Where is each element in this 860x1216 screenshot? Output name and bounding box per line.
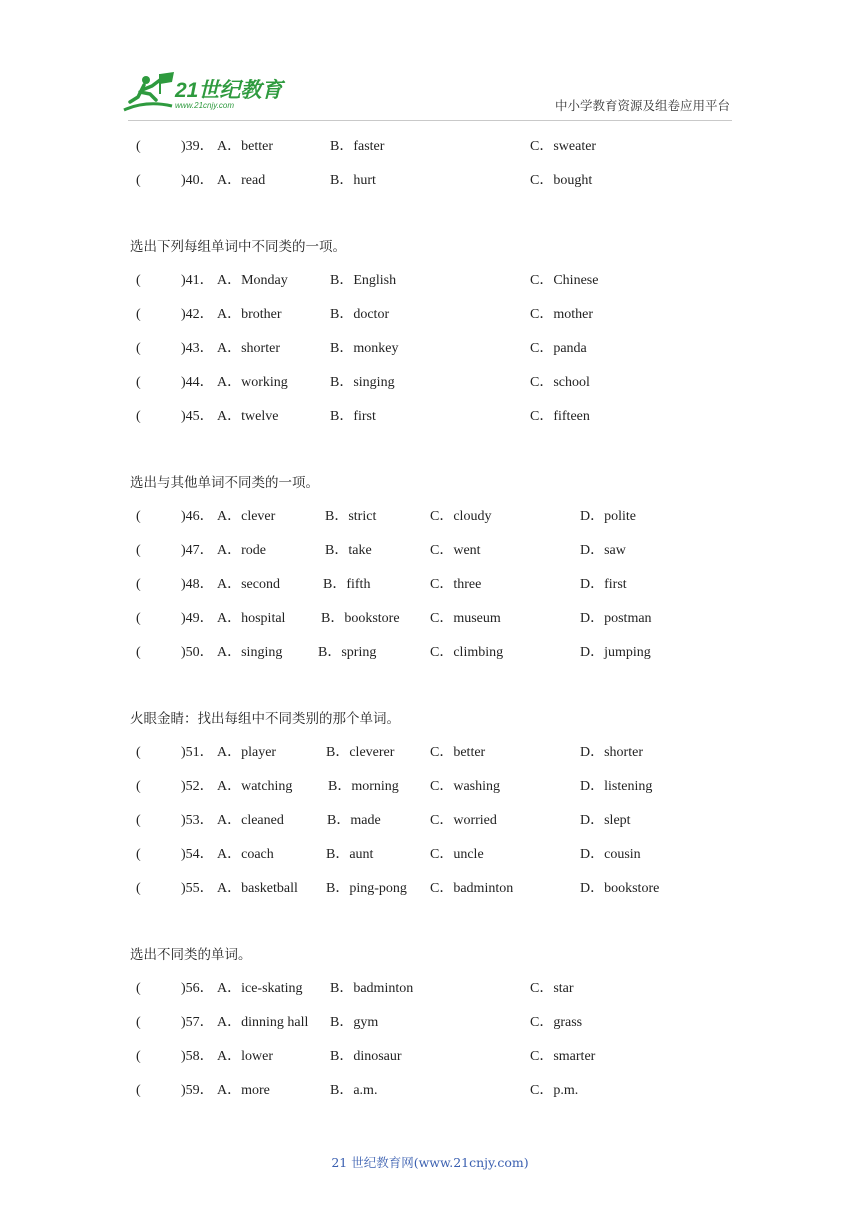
runner-logo-icon <box>122 70 178 120</box>
answer-blank[interactable]: ( <box>136 847 141 862</box>
question-row <box>0 1074 860 1108</box>
answer-blank[interactable]: ( <box>136 375 141 390</box>
option-c: C．three <box>430 577 482 592</box>
question-row <box>0 602 860 636</box>
question-number: )45． <box>181 409 214 424</box>
option-b: B．fifth <box>323 577 371 592</box>
option-c: C．panda <box>530 341 587 356</box>
question-row <box>0 636 860 670</box>
option-c: C．climbing <box>430 645 504 660</box>
option-c: C．cloudy <box>430 509 492 524</box>
question-row <box>0 872 860 906</box>
option-c: C．better <box>430 745 486 760</box>
answer-blank[interactable]: ( <box>136 813 141 828</box>
option-a: A．working <box>217 375 288 390</box>
question-row <box>0 568 860 602</box>
answer-blank[interactable]: ( <box>136 1083 141 1098</box>
question-number: )55． <box>181 881 214 896</box>
option-c: C．grass <box>530 1015 583 1030</box>
question-row <box>0 366 860 400</box>
option-d: D．jumping <box>580 645 651 660</box>
option-a: A．twelve <box>217 409 279 424</box>
option-a: A．better <box>217 139 273 154</box>
option-b: B．monkey <box>330 341 399 356</box>
option-d: D．bookstore <box>580 881 660 896</box>
answer-blank[interactable]: ( <box>136 611 141 626</box>
answer-blank[interactable]: ( <box>136 1049 141 1064</box>
section-title: 选出不同类的单词。 <box>130 947 252 963</box>
option-b: B．take <box>325 543 372 558</box>
option-b: B．faster <box>330 139 385 154</box>
option-a: A．watching <box>217 779 293 794</box>
option-c: C．badminton <box>430 881 514 896</box>
question-row <box>0 164 860 198</box>
question-row <box>0 400 860 434</box>
answer-blank[interactable]: ( <box>136 779 141 794</box>
question-number: )52． <box>181 779 214 794</box>
option-a: A．dinning hall <box>217 1015 309 1030</box>
question-row <box>0 298 860 332</box>
option-d: D．postman <box>580 611 652 626</box>
exercise-content <box>0 130 860 1108</box>
section-gap <box>0 198 860 230</box>
option-a: A．rode <box>217 543 266 558</box>
option-a: A．singing <box>217 645 283 660</box>
option-c: C．smarter <box>530 1049 596 1064</box>
option-a: A．basketball <box>217 881 298 896</box>
logo-text: 21世纪教育 <box>175 79 283 102</box>
question-row <box>0 500 860 534</box>
option-a: A．lower <box>217 1049 273 1064</box>
option-a: A．coach <box>217 847 274 862</box>
option-a: A．hospital <box>217 611 286 626</box>
option-c: C．washing <box>430 779 500 794</box>
question-row <box>0 130 860 164</box>
question-number: )46． <box>181 509 214 524</box>
answer-blank[interactable]: ( <box>136 745 141 760</box>
answer-blank[interactable]: ( <box>136 543 141 558</box>
section-gap <box>0 906 860 938</box>
option-a: A．read <box>217 173 266 188</box>
option-b: B．bookstore <box>321 611 400 626</box>
logo-url: www.21cnjy.com <box>175 101 234 110</box>
question-number: )49． <box>181 611 214 626</box>
question-number: )51． <box>181 745 214 760</box>
option-c: C．sweater <box>530 139 597 154</box>
question-row <box>0 1040 860 1074</box>
option-d: D．cousin <box>580 847 641 862</box>
option-c: C．school <box>530 375 590 390</box>
option-c: C．went <box>430 543 481 558</box>
logo <box>122 70 292 122</box>
option-b: B．cleverer <box>326 745 395 760</box>
question-row <box>0 264 860 298</box>
option-c: C．mother <box>530 307 593 322</box>
header-divider <box>128 120 732 121</box>
answer-blank[interactable]: ( <box>136 645 141 660</box>
question-number: )59． <box>181 1083 214 1098</box>
option-b: B．dinosaur <box>330 1049 402 1064</box>
question-number: )41． <box>181 273 214 288</box>
option-d: D．saw <box>580 543 626 558</box>
option-b: B．hurt <box>330 173 376 188</box>
option-a: A．shorter <box>217 341 280 356</box>
option-c: C．star <box>530 981 574 996</box>
option-d: D．listening <box>580 779 653 794</box>
question-number: )42． <box>181 307 214 322</box>
answer-blank[interactable]: ( <box>136 881 141 896</box>
option-d: D．shorter <box>580 745 643 760</box>
option-b: B．gym <box>330 1015 379 1030</box>
option-b: B．made <box>327 813 381 828</box>
answer-blank[interactable]: ( <box>136 139 141 154</box>
option-b: B．singing <box>330 375 395 390</box>
question-number: )40． <box>181 173 214 188</box>
question-number: )57． <box>181 1015 214 1030</box>
option-c: C．uncle <box>430 847 484 862</box>
option-c: C．p.m. <box>530 1083 579 1098</box>
answer-blank[interactable]: ( <box>136 273 141 288</box>
option-b: B．a.m. <box>330 1083 378 1098</box>
question-row <box>0 838 860 872</box>
option-a: A．clever <box>217 509 276 524</box>
option-b: B．ping-pong <box>326 881 407 896</box>
option-b: B．strict <box>325 509 377 524</box>
option-c: C．worried <box>430 813 497 828</box>
question-number: )43． <box>181 341 214 356</box>
option-a: A．more <box>217 1083 270 1098</box>
answer-blank[interactable]: ( <box>136 981 141 996</box>
option-c: C．bought <box>530 173 593 188</box>
answer-blank[interactable]: ( <box>136 307 141 322</box>
question-row <box>0 770 860 804</box>
question-number: )48． <box>181 577 214 592</box>
option-d: D．first <box>580 577 627 592</box>
option-c: C．fifteen <box>530 409 590 424</box>
option-b: B．doctor <box>330 307 390 322</box>
option-b: B．badminton <box>330 981 414 996</box>
answer-blank[interactable]: ( <box>136 173 141 188</box>
answer-blank[interactable]: ( <box>136 509 141 524</box>
question-number: )39． <box>181 139 214 154</box>
answer-blank[interactable]: ( <box>136 1015 141 1030</box>
option-b: B．English <box>330 273 397 288</box>
answer-blank[interactable]: ( <box>136 341 141 356</box>
question-row <box>0 736 860 770</box>
platform-name: 中小学教育资源及组卷应用平台 <box>554 98 730 113</box>
option-a: A．second <box>217 577 280 592</box>
question-row <box>0 332 860 366</box>
question-number: )47． <box>181 543 214 558</box>
page-footer: 21 世纪教育网(www.21cnjy.com) <box>331 1155 529 1170</box>
option-a: A．ice-skating <box>217 981 303 996</box>
page-header <box>0 0 860 125</box>
question-number: )44． <box>181 375 214 390</box>
question-number: )50． <box>181 645 214 660</box>
option-c: C．Chinese <box>530 273 599 288</box>
section-gap <box>0 670 860 702</box>
question-number: )53． <box>181 813 214 828</box>
question-row <box>0 804 860 838</box>
section-title: 选出与其他单词不同类的一项。 <box>130 475 319 491</box>
option-a: A．player <box>217 745 277 760</box>
option-a: A．cleaned <box>217 813 284 828</box>
question-row <box>0 972 860 1006</box>
answer-blank[interactable]: ( <box>136 409 141 424</box>
option-d: D．polite <box>580 509 636 524</box>
question-row <box>0 1006 860 1040</box>
option-d: D．slept <box>580 813 631 828</box>
option-a: A．Monday <box>217 273 288 288</box>
option-a: A．brother <box>217 307 282 322</box>
option-b: B．aunt <box>326 847 374 862</box>
option-b: B．morning <box>328 779 399 794</box>
option-b: B．first <box>330 409 376 424</box>
question-row <box>0 534 860 568</box>
option-c: C．museum <box>430 611 501 626</box>
section-title: 火眼金睛：找出每组中不同类别的那个单词。 <box>130 711 400 727</box>
section-gap <box>0 434 860 466</box>
section-title: 选出下列每组单词中不同类的一项。 <box>130 239 346 255</box>
question-number: )56． <box>181 981 214 996</box>
answer-blank[interactable]: ( <box>136 577 141 592</box>
question-number: )58． <box>181 1049 214 1064</box>
option-b: B．spring <box>318 645 377 660</box>
question-number: )54． <box>181 847 214 862</box>
